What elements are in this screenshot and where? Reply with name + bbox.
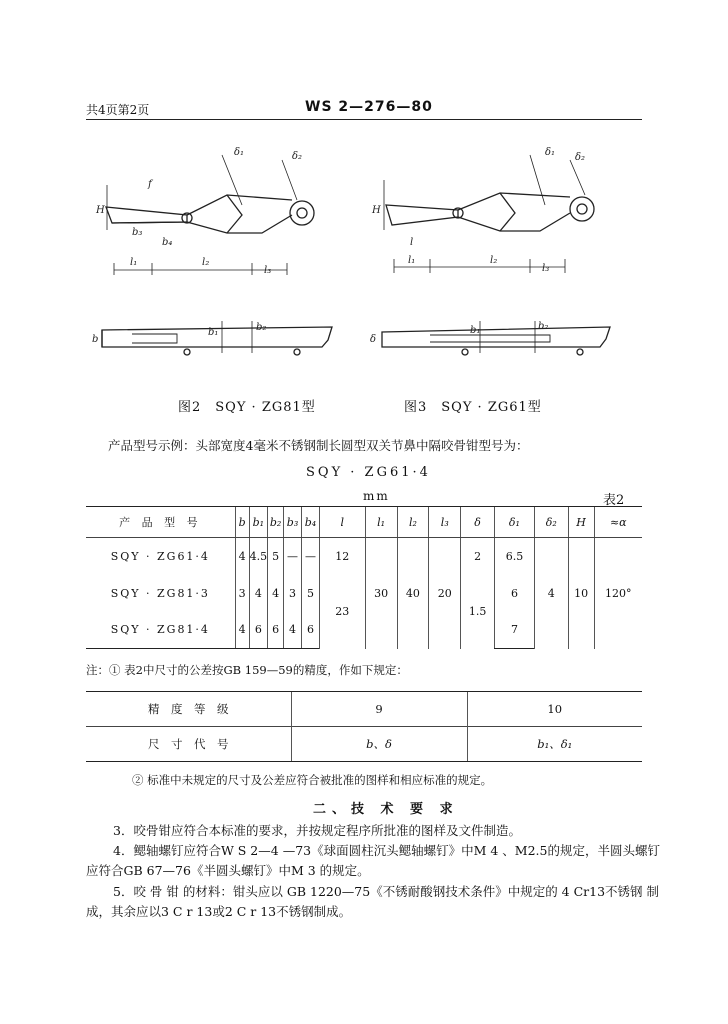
header-delta1: δ₁	[495, 507, 535, 538]
header-b2: b₂	[268, 507, 284, 538]
dim-label-b1: b₁	[208, 327, 219, 338]
table-2-header-row	[86, 507, 642, 538]
table-2-label: 表2	[603, 493, 625, 508]
cell-delta-81: 1.5	[461, 575, 495, 649]
row2-b: 3	[235, 575, 249, 612]
figure-3-drawing	[370, 135, 630, 385]
row1-b: 4	[235, 538, 249, 575]
dim-label-b4: b₄	[162, 237, 173, 248]
model-example-text: 产品型号示例：头部宽度4毫米不锈钢制长圆型双关节鼻中隔咬骨钳型号为：	[108, 438, 529, 453]
cell-alpha: 120°	[594, 538, 642, 649]
fig3-dim-label-H: H	[372, 205, 381, 216]
document-code: WS 2—276—80	[305, 99, 433, 115]
dim-label-b3: b₃	[132, 227, 143, 238]
cell-H: 10	[568, 538, 594, 649]
fig3-dim-label-l2: l₂	[490, 255, 498, 266]
row1-delta: 2	[461, 538, 495, 575]
section-title: 二、技 术 要 求	[313, 802, 459, 817]
dimension-code-9: b、δ	[291, 727, 467, 762]
dim-label-l1: l₁	[130, 257, 138, 268]
cell-delta2: 4	[534, 538, 568, 649]
page-info: 共4页第2页	[86, 103, 150, 117]
row2-delta1: 6	[495, 575, 535, 612]
header-H: H	[568, 507, 594, 538]
table-2	[86, 506, 642, 649]
figure-2-caption: 图2 SQY · ZG81型	[178, 400, 316, 415]
header-delta2: δ₂	[534, 507, 568, 538]
dim-label-delta1: δ₁	[234, 147, 245, 158]
note-1: 注：① 表2中尺寸的公差按GB 159—59的精度，作如下规定：	[86, 663, 408, 677]
header-rule	[86, 119, 642, 120]
cell-l3: 20	[429, 538, 461, 649]
row1-b3: —	[284, 538, 302, 575]
precision-row	[86, 692, 642, 727]
fig3-dim-label-b2: b₂	[538, 321, 549, 332]
dim-label-f: f	[148, 179, 152, 190]
fig3-dim-label-l: l	[410, 237, 414, 248]
row3-b3: 4	[284, 612, 302, 649]
model-example-code: SQY · ZG61·4	[306, 465, 431, 480]
dim-label-b: b	[92, 334, 99, 345]
dim-label-delta2: δ₂	[292, 151, 303, 162]
paragraph-4-line-2: 应符合GB 67—76《半圆头螺钉》中M 3 的规定。	[86, 863, 370, 878]
cell-l2: 40	[397, 538, 429, 649]
header-l3: l₃	[429, 507, 461, 538]
dimension-code-row	[86, 727, 642, 762]
figure-3-caption: 图3 SQY · ZG61型	[404, 400, 542, 415]
fig3-dim-label-delta2: δ₂	[575, 152, 586, 163]
cell-l-81: 23	[319, 575, 365, 649]
row3-delta1: 7	[495, 612, 535, 649]
header-delta: δ	[461, 507, 495, 538]
row2-b4: 5	[302, 575, 320, 612]
row1-b1: 4.5	[249, 538, 268, 575]
precision-table	[86, 691, 642, 762]
row3-b2: 6	[268, 612, 284, 649]
row1-l: 12	[319, 538, 365, 575]
row1-delta1: 6.5	[495, 538, 535, 575]
row2-b2: 4	[268, 575, 284, 612]
paragraph-5-line-1: 5．咬 骨 钳 的材料：钳头应以 GB 1220—75《不锈耐酸钢技术条件》中规定的 4 Cr13不锈钢 制	[113, 884, 660, 899]
dim-label-l3: l₃	[264, 265, 272, 276]
row3-model: SQY · ZG81·4	[86, 612, 235, 649]
header-l2: l₂	[397, 507, 429, 538]
row1-b4: —	[302, 538, 320, 575]
note-2: ② 标准中未规定的尺寸及公差应符合被批准的图样和相应标准的规定。	[132, 773, 493, 787]
dim-label-b2: b₂	[256, 322, 267, 333]
dim-label-l2: l₂	[202, 257, 210, 268]
header-l: l	[319, 507, 365, 538]
paragraph-3: 3．咬骨钳应符合本标准的要求，并按规定程序所批准的图样及文件制造。	[113, 823, 521, 838]
dimension-code-10: b₁、δ₁	[467, 727, 642, 762]
precision-grade-label: 精 度 等 级	[86, 692, 291, 727]
table-row	[86, 538, 642, 575]
dim-label-H: H	[96, 205, 105, 216]
dimension-code-label: 尺 寸 代 号	[86, 727, 291, 762]
row2-b1: 4	[249, 575, 268, 612]
row3-b: 4	[235, 612, 249, 649]
header-l1: l₁	[365, 507, 397, 538]
paragraph-4-line-1: 4．鳃轴螺钉应符合W S 2—4 —73《球面圆柱沉头鳃轴螺钉》中M 4 、M2.5的规定，半圆头螺钉	[113, 843, 660, 858]
row2-b3: 3	[284, 575, 302, 612]
paragraph-5-line-2: 成，其余应以3 C r 13或2 C r 13不锈钢制成。	[86, 904, 352, 919]
fig3-dim-label-l3: l₃	[542, 263, 550, 274]
header-alpha: ≈α	[594, 507, 642, 538]
figure-2-drawing	[92, 135, 352, 385]
fig3-dim-label-delta: δ	[370, 334, 377, 345]
row1-b2: 5	[268, 538, 284, 575]
header-b: b	[235, 507, 249, 538]
header-model: 产 品 型 号	[86, 507, 235, 538]
header-b4: b₄	[302, 507, 320, 538]
row3-b4: 6	[302, 612, 320, 649]
header-b3: b₃	[284, 507, 302, 538]
cell-l1: 30	[365, 538, 397, 649]
fig3-dim-label-b1: b₁	[470, 325, 481, 336]
row3-b1: 6	[249, 612, 268, 649]
precision-grade-9: 9	[291, 692, 467, 727]
table-2-unit: mm	[363, 489, 390, 503]
row1-model: SQY · ZG61·4	[110, 549, 210, 563]
row2-model: SQY · ZG81·3	[110, 586, 210, 600]
precision-grade-10: 10	[467, 692, 642, 727]
fig3-dim-label-l1: l₁	[408, 255, 416, 266]
fig3-dim-label-delta1: δ₁	[545, 147, 556, 158]
header-b1: b₁	[249, 507, 268, 538]
